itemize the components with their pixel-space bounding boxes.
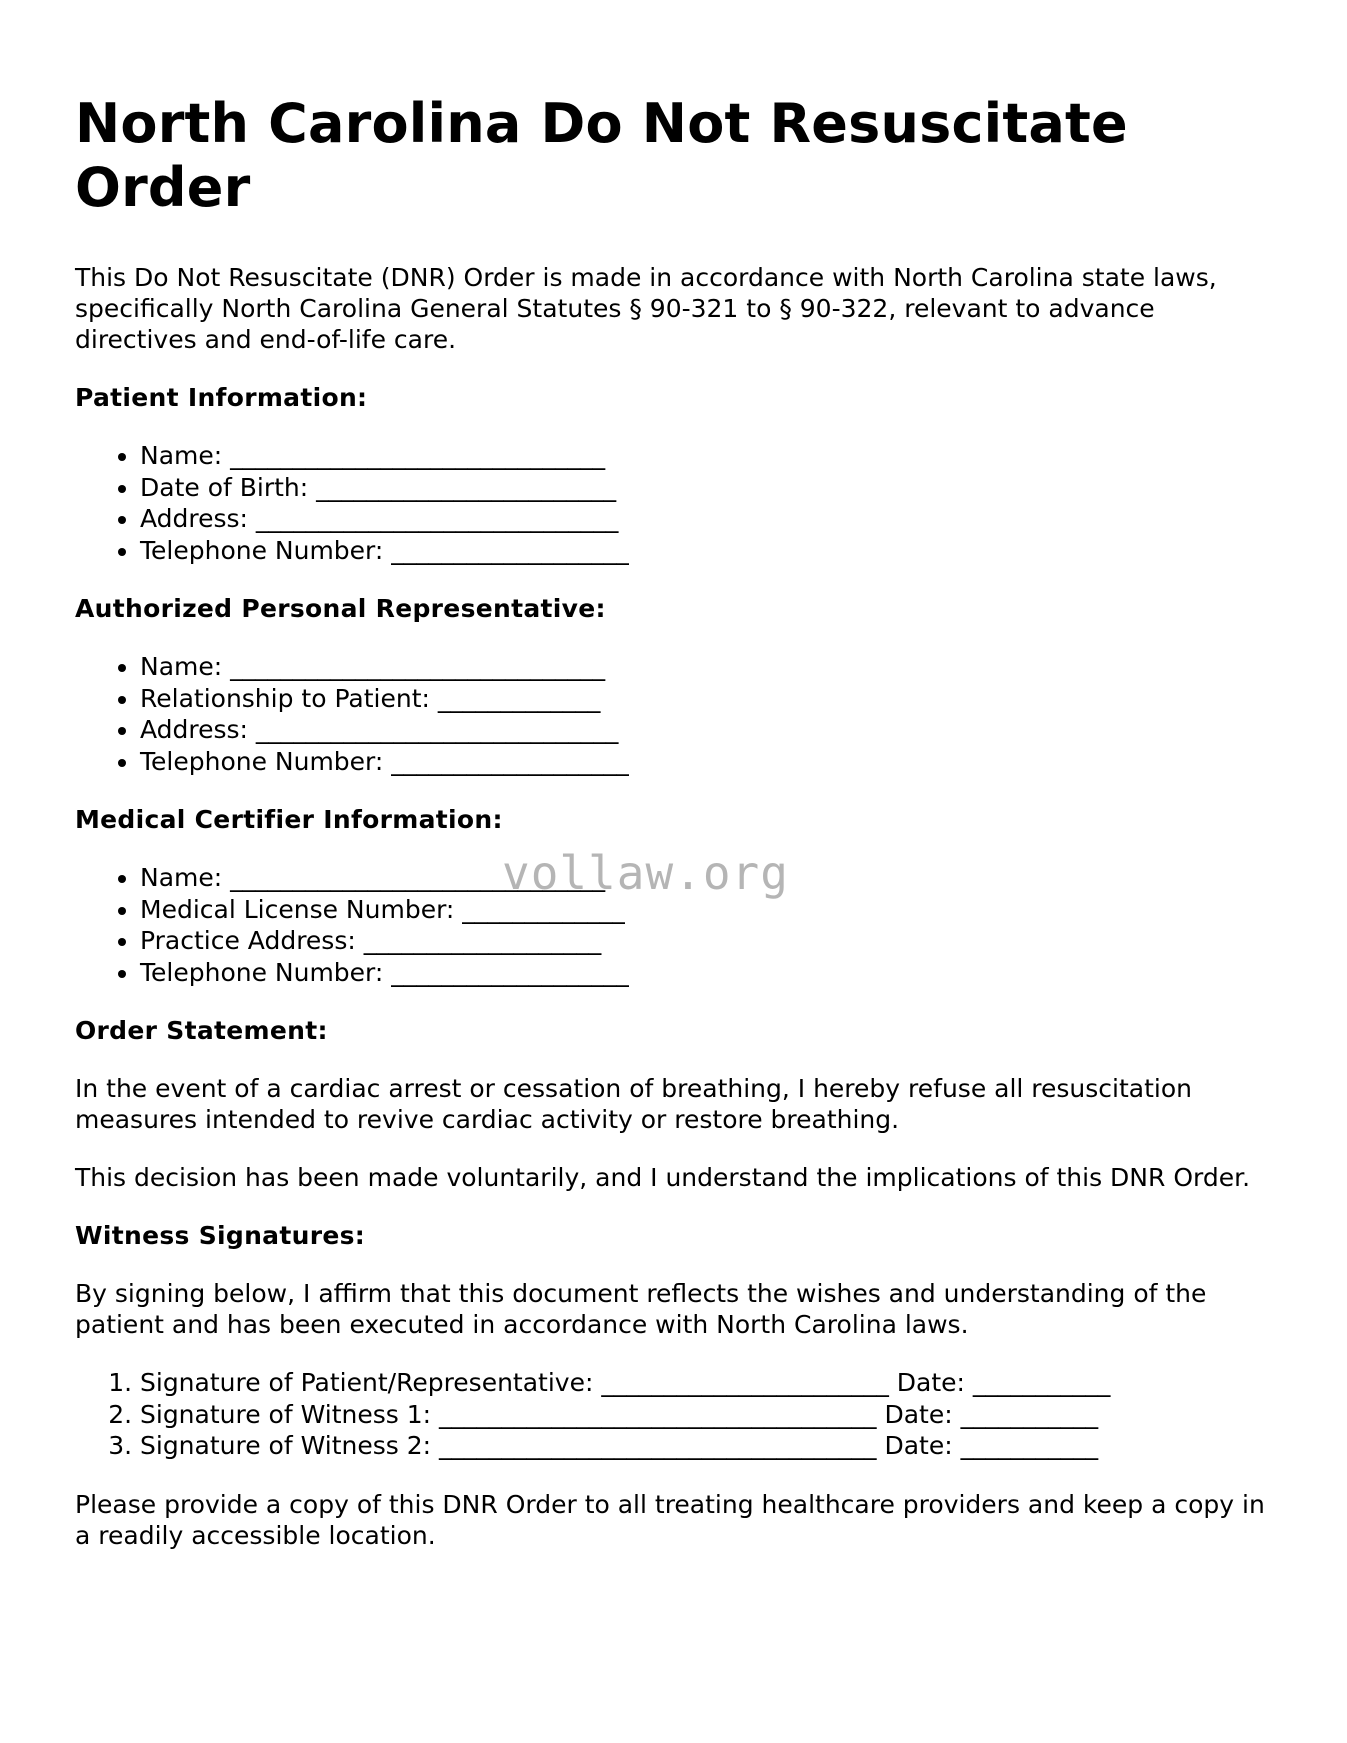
patient-dob-field: • Date of Birth: ________________________	[140, 472, 1275, 504]
certifier-heading: Medical Certifier Information:	[75, 805, 503, 834]
signature-witness-1-line: 2. Signature of Witness 1: ___________________________________ Date: ___________	[140, 1399, 1275, 1431]
patient-heading: Patient Information:	[75, 383, 368, 412]
order-voluntary-statement: This decision has been made voluntarily, and I understand the implications of this DNR Order.	[75, 1163, 1251, 1192]
certifier-address-field: • Practice Address: ___________________	[140, 925, 1275, 957]
certifier-license-field: • Medical License Number: _____________	[140, 894, 1275, 926]
patient-list	[75, 440, 1275, 566]
witness-intro: By signing below, I affirm that this document reflects the wishes and understanding of the patient and has been executed in accordance with North Carolina laws.	[75, 1279, 1207, 1339]
representative-heading: Authorized Personal Representative:	[75, 594, 606, 623]
patient-phone-field: • Telephone Number: ___________________	[140, 535, 1275, 567]
representative-phone-field: • Telephone Number: ___________________	[140, 746, 1275, 778]
patient-name-field: • Name: ______________________________	[140, 440, 1275, 472]
patient-address-field: • Address: _____________________________	[140, 503, 1275, 535]
watermark: vollaw.org	[502, 846, 789, 900]
signature-witness-2-line: 3. Signature of Witness 2: ___________________________________ Date: ___________	[140, 1430, 1275, 1462]
order-statement: In the event of a cardiac arrest or cessation of breathing, I hereby refuse all resuscitation measures intended to revive cardiac activity or restore breathing.	[75, 1074, 1193, 1134]
representative-relationship-field: • Relationship to Patient: _____________	[140, 683, 1275, 715]
document-page	[75, 92, 1275, 1578]
order-heading: Order Statement:	[75, 1016, 328, 1045]
representative-list	[75, 651, 1275, 777]
certifier-phone-field: • Telephone Number: ___________________	[140, 957, 1275, 989]
intro-paragraph: This Do Not Resuscitate (DNR) Order is made in accordance with North Carolina state laws, specifically North Carolina General Statutes § 90-321 to § 90-322, relevant to advance directives and end-of-life care.	[75, 263, 1217, 354]
signature-patient-line: 1. Signature of Patient/Representative: _______________________ Date: ___________	[140, 1367, 1275, 1399]
signature-list	[75, 1367, 1275, 1462]
certifier-name-field: • Name: ______________________________	[140, 862, 1275, 894]
representative-name-field: • Name: ______________________________	[140, 651, 1275, 683]
witness-heading: Witness Signatures:	[75, 1221, 366, 1250]
footer-note: Please provide a copy of this DNR Order to all treating healthcare providers and keep a copy in a readily accessible location.	[75, 1489, 1265, 1550]
page-title: North Carolina Do Not Resuscitate Order	[75, 92, 1128, 219]
representative-address-field: • Address: _____________________________	[140, 714, 1275, 746]
